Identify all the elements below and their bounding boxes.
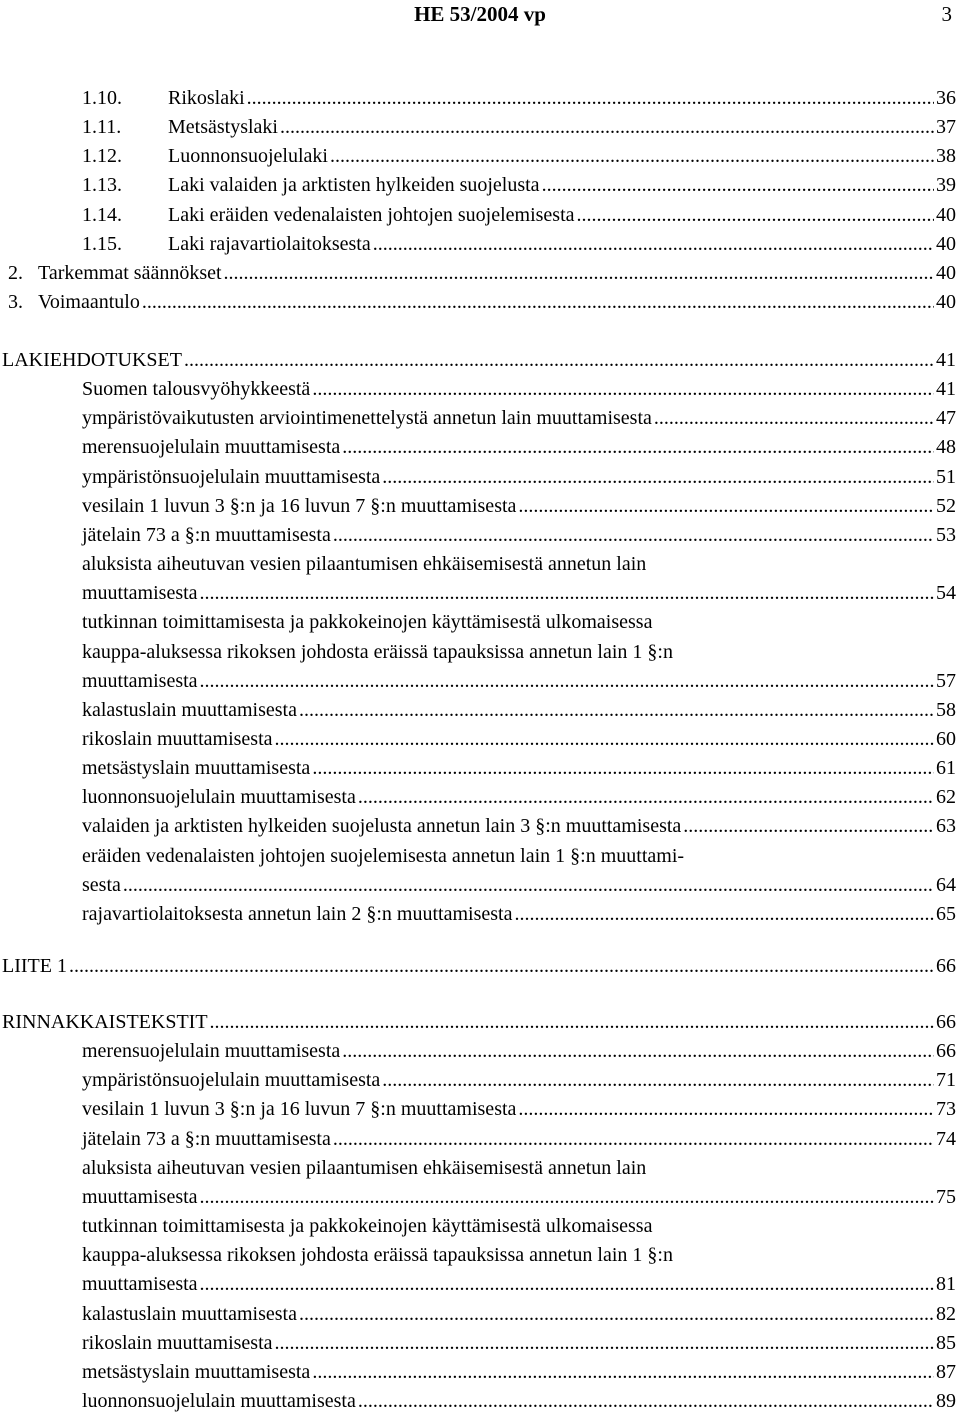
entry-title-line: eräiden vedenalaisten johtojen suojelemisesta annetun lain 1 §:n muuttami- [82, 844, 685, 867]
toc-entry[interactable] [82, 900, 956, 929]
entry-title: kalastuslain muuttamisesta [82, 1302, 297, 1325]
entry-page-number: 47 [936, 407, 956, 430]
entry-title: muuttamisesta [82, 582, 198, 605]
entry-page-number: 75 [936, 1185, 956, 1208]
entry-title: luonnonsuojelulain muuttamisesta [82, 786, 356, 809]
dot-leader [200, 1270, 934, 1299]
entry-page-number: 73 [936, 1098, 956, 1121]
entry-title: Rikoslaki [168, 87, 245, 109]
entry-title: Luonnonsuojelulaki [168, 145, 328, 168]
entry-title: valaiden ja arktisten hylkeiden suojelusta annetun lain 3 §:n muuttamisesta [82, 815, 682, 838]
entry-page-number: 66 [936, 1011, 956, 1033]
entry-page-number: 62 [936, 786, 956, 809]
entry-page-number: 54 [936, 582, 956, 605]
toc-entry[interactable] [82, 1183, 956, 1212]
entry-title: metsästyslain muuttamisesta [82, 1360, 311, 1383]
toc-entry[interactable] [82, 492, 956, 521]
entry-title: Laki rajavartiolaitoksesta [168, 232, 371, 255]
entry-page-number: 52 [936, 494, 956, 517]
entry-title: ympäristövaikutusten arviointimenettelystä annetun lain muuttamisesta [82, 407, 652, 430]
toc-entry[interactable] [82, 1270, 956, 1299]
entry-title-line: tutkinnan toimittamisesta ja pakkokeinojen käyttämisestä ulkomaisessa [82, 1215, 653, 1238]
entry-number: 1.15. [82, 232, 122, 255]
entry-number: 1.14. [82, 203, 122, 226]
entry-title: muuttamisesta [82, 1273, 198, 1296]
dot-leader [200, 579, 934, 608]
entry-page-number: 81 [936, 1273, 956, 1296]
entry-title: merensuojelulain muuttamisesta [82, 1040, 341, 1063]
entry-title: Laki valaiden ja arktisten hylkeiden suojelusta [168, 174, 540, 197]
toc-entry[interactable] [82, 142, 956, 171]
dot-leader [577, 201, 934, 230]
entry-title: ympäristönsuojelulain muuttamisesta [82, 1069, 381, 1092]
entry-title: rikoslain muuttamisesta [82, 1331, 273, 1354]
page-number: 3 [941, 2, 952, 26]
toc-entry[interactable] [82, 579, 956, 608]
dot-leader [312, 375, 934, 404]
entry-page-number: 61 [936, 757, 956, 780]
toc-entry[interactable] [82, 812, 956, 841]
dot-leader [142, 288, 934, 317]
dot-leader [299, 1300, 934, 1329]
toc-entry[interactable] [82, 433, 956, 462]
toc-entry[interactable] [82, 1387, 956, 1416]
entry-page-number: 71 [936, 1069, 956, 1092]
entry-page-number: 64 [936, 873, 956, 896]
dot-leader [518, 1095, 934, 1124]
entry-page-number: 65 [936, 902, 956, 925]
dot-leader [312, 1358, 934, 1387]
entry-page-number: 82 [936, 1302, 956, 1325]
entry-page-number: 40 [936, 232, 956, 255]
entry-title: Laki eräiden vedenalaisten johtojen suojelemisesta [168, 203, 575, 226]
dot-leader [312, 754, 934, 783]
dot-leader [330, 142, 934, 171]
dot-leader [200, 1183, 934, 1212]
entry-page-number: 36 [936, 87, 956, 109]
entry-number: 1.12. [82, 145, 122, 168]
toc-entry[interactable] [82, 113, 956, 142]
entry-page-number: 37 [936, 116, 956, 139]
toc-entry[interactable] [82, 1037, 956, 1066]
dot-leader [200, 667, 934, 696]
entry-title: Suomen talousvyöhykkeestä [82, 378, 311, 401]
entry-title: luonnonsuojelulain muuttamisesta [82, 1389, 356, 1412]
entry-title: rikoslain muuttamisesta [82, 727, 273, 750]
toc-entry[interactable] [82, 404, 956, 433]
dot-leader [542, 171, 934, 200]
entry-title: jätelain 73 a §:n muuttamisesta [82, 1127, 331, 1150]
entry-page-number: 38 [936, 145, 956, 168]
dot-leader [382, 1066, 934, 1095]
entry-title: LIITE 1 [2, 955, 67, 977]
toc-entry[interactable] [82, 463, 956, 492]
dot-leader [358, 1387, 934, 1416]
toc-entry[interactable] [82, 1300, 956, 1329]
dot-leader [333, 1125, 934, 1154]
entry-title-line: kauppa-aluksessa rikoksen johdosta eräissä tapauksissa annetun lain 1 §:n [82, 640, 673, 663]
entry-page-number: 74 [936, 1127, 956, 1150]
toc-entry[interactable] [8, 259, 956, 288]
dot-leader [358, 783, 934, 812]
entry-number: 1.11. [82, 116, 122, 139]
entry-title-line: aluksista aiheutuvan vesien pilaantumisen ehkäisemisestä annetun lain [82, 553, 647, 576]
entry-page-number: 57 [936, 669, 956, 692]
entry-page-number: 51 [936, 465, 956, 488]
entry-title: vesilain 1 luvun 3 §:n ja 16 luvun 7 §:n muuttamisesta [82, 1098, 517, 1121]
dot-leader [342, 1037, 934, 1066]
dot-leader [382, 463, 934, 492]
toc-entry[interactable] [82, 201, 956, 230]
entry-page-number: 40 [936, 291, 956, 314]
toc-entry[interactable] [82, 783, 956, 812]
entry-page-number: 63 [936, 815, 956, 838]
entry-page-number: 66 [936, 1040, 956, 1063]
dot-leader [518, 492, 934, 521]
dot-leader [373, 230, 934, 259]
entry-title: rajavartiolaitoksesta annetun lain 2 §:n muuttamisesta [82, 902, 513, 925]
toc-entry[interactable] [82, 725, 956, 754]
entry-page-number: 87 [936, 1360, 956, 1383]
toc-entry[interactable] [82, 84, 956, 113]
entry-title: vesilain 1 luvun 3 §:n ja 16 luvun 7 §:n muuttamisesta [82, 494, 517, 517]
dot-leader [210, 1008, 934, 1037]
entry-page-number: 89 [936, 1389, 956, 1412]
dot-leader [224, 259, 934, 288]
dot-leader [275, 725, 934, 754]
entry-page-number: 60 [936, 727, 956, 750]
entry-title: merensuojelulain muuttamisesta [82, 436, 341, 459]
entry-title: kalastuslain muuttamisesta [82, 698, 297, 721]
entry-title-line: tutkinnan toimittamisesta ja pakkokeinojen käyttämisestä ulkomaisessa [82, 611, 653, 634]
toc-entry[interactable] [82, 1125, 956, 1154]
toc-entry[interactable] [82, 1358, 956, 1387]
entry-title: LAKIEHDOTUKSET [2, 349, 182, 371]
section-heading-lakiehdotukset[interactable] [2, 346, 956, 375]
toc-entry[interactable] [82, 521, 956, 550]
dot-leader [247, 84, 934, 113]
entry-title: muuttamisesta [82, 1185, 198, 1208]
toc-entry[interactable] [82, 375, 956, 404]
toc-entry[interactable] [82, 696, 956, 725]
entry-title: ympäristönsuojelulain muuttamisesta [82, 465, 381, 488]
document-header-title: HE 53/2004 vp [414, 2, 546, 26]
entry-title: Metsästyslaki [168, 116, 278, 139]
entry-title: sesta [82, 873, 121, 896]
dot-leader [299, 696, 934, 725]
toc-entry[interactable] [82, 1329, 956, 1358]
entry-page-number: 40 [936, 261, 956, 284]
dot-leader [654, 404, 934, 433]
toc-entry[interactable] [82, 171, 956, 200]
entry-page-number: 41 [936, 349, 956, 371]
entry-page-number: 53 [936, 523, 956, 546]
entry-title: muuttamisesta [82, 669, 198, 692]
entry-page-number: 39 [936, 174, 956, 197]
entry-title: Voimaantulo [38, 291, 140, 314]
toc-entry[interactable] [82, 1066, 956, 1095]
section-heading-rinnakkaistekstit[interactable] [2, 1008, 956, 1037]
entry-page-number: 48 [936, 436, 956, 459]
dot-leader [514, 900, 934, 929]
dot-leader [184, 346, 934, 375]
entry-page-number: 41 [936, 378, 956, 401]
entry-number: 1.13. [82, 174, 122, 197]
dot-leader [280, 113, 934, 142]
entry-title: Tarkemmat säännökset [38, 261, 222, 284]
dot-leader [683, 812, 934, 841]
toc-entry[interactable] [82, 667, 956, 696]
dot-leader [275, 1329, 934, 1358]
toc-entry[interactable] [82, 871, 956, 900]
entry-number: 2. [8, 261, 23, 284]
dot-leader [333, 521, 934, 550]
entry-page-number: 66 [936, 955, 956, 977]
entry-title-line: aluksista aiheutuvan vesien pilaantumisen ehkäisemisestä annetun lain [82, 1156, 647, 1179]
toc-entry[interactable] [82, 1095, 956, 1124]
section-heading-liite[interactable] [2, 952, 956, 981]
toc-entry[interactable] [8, 288, 956, 317]
toc-entry[interactable] [82, 754, 956, 783]
entry-page-number: 85 [936, 1331, 956, 1354]
toc-entry[interactable] [82, 230, 956, 259]
dot-leader [342, 433, 934, 462]
entry-title: metsästyslain muuttamisesta [82, 757, 311, 780]
dot-leader [69, 952, 934, 981]
entry-title: RINNAKKAISTEKSTIT [2, 1011, 208, 1033]
entry-number: 3. [8, 291, 23, 314]
entry-title-line: kauppa-aluksessa rikoksen johdosta eräissä tapauksissa annetun lain 1 §:n [82, 1244, 673, 1267]
entry-number: 1.10. [82, 87, 122, 109]
entry-title: jätelain 73 a §:n muuttamisesta [82, 523, 331, 546]
dot-leader [123, 871, 934, 900]
entry-page-number: 58 [936, 698, 956, 721]
entry-page-number: 40 [936, 203, 956, 226]
